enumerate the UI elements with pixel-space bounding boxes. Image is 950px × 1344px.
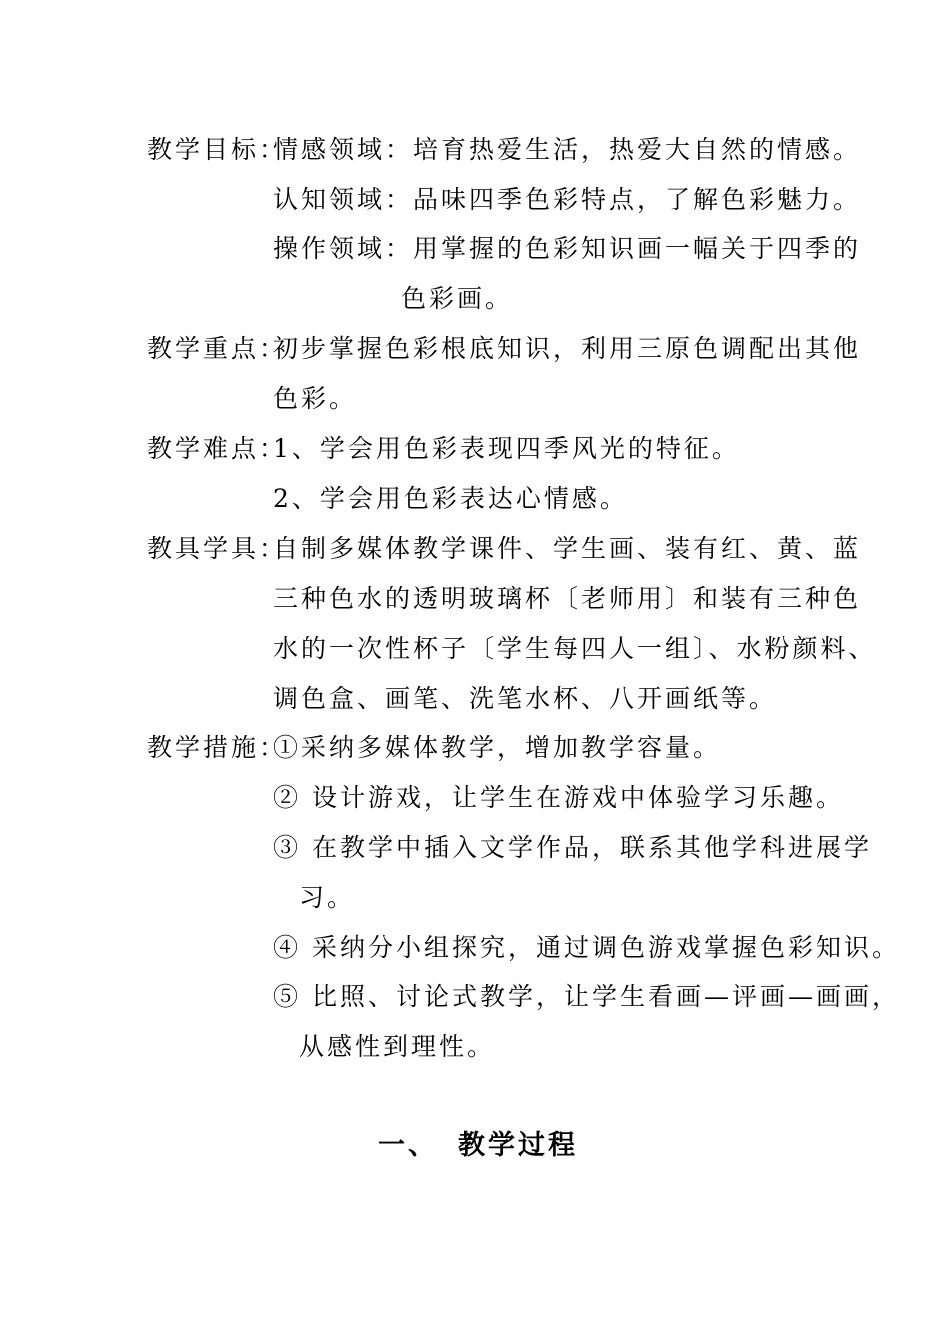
difficulties-item-1: 1、学会用色彩表现四季风光的特征。 xyxy=(273,434,740,463)
methods-item-3-line-1: ③ 在教学中插入文学作品，联系其他学科进展学 xyxy=(273,833,872,862)
goals-cognitive: 认知领域：品味四季色彩特点，了解色彩魅力。 xyxy=(273,185,862,214)
goals-label: 教学目标： xyxy=(147,135,288,164)
difficulties-item-2: 2、学会用色彩表达心情感。 xyxy=(273,484,628,513)
key-points-line-2: 色彩。 xyxy=(273,384,358,413)
tools-line-2: 三种色水的透明玻璃杯〔老师用〕和装有三种色 xyxy=(273,584,862,613)
tools-line-1: 自制多媒体教学课件、学生画、装有红、黄、蓝 xyxy=(273,534,862,563)
methods-item-1: ①采纳多媒体教学，增加教学容量。 xyxy=(273,733,722,762)
methods-item-3-line-2: 习。 xyxy=(299,883,356,912)
key-points-line-1: 初步掌握色彩根底知识，利用三原色调配出其他 xyxy=(273,334,862,363)
methods-item-2: ② 设计游戏，让学生在游戏中体验学习乐趣。 xyxy=(273,783,844,812)
key-points-label: 教学重点： xyxy=(147,334,288,363)
tools-line-3: 水的一次性杯子〔学生每四人一组〕、水粉颜料、 xyxy=(273,634,877,663)
goals-affective: 情感领域：培育热爱生活，热爱大自然的情感。 xyxy=(273,135,862,164)
methods-label: 教学措施： xyxy=(147,733,288,762)
methods-item-4: ④ 采纳分小组探究，通过调色游戏掌握色彩知识。 xyxy=(273,933,900,962)
goals-operation-line-2: 色彩画。 xyxy=(401,284,514,313)
methods-item-5-line-1: ⑤ 比照、讨论式教学，让学生看画—评画—画画， xyxy=(273,982,900,1011)
section-title: 教学过程 xyxy=(458,1130,578,1161)
goals-operation-line-1: 操作领域：用掌握的色彩知识画一幅关于四季的 xyxy=(273,234,862,263)
tools-line-4: 调色盒、画笔、洗笔水杯、八开画纸等。 xyxy=(273,684,778,713)
methods-item-5-line-2: 从感性到理性。 xyxy=(299,1032,496,1061)
section-number: 一、 xyxy=(378,1130,438,1161)
difficulties-label: 教学难点： xyxy=(147,434,288,463)
tools-label: 教具学具： xyxy=(147,534,288,563)
